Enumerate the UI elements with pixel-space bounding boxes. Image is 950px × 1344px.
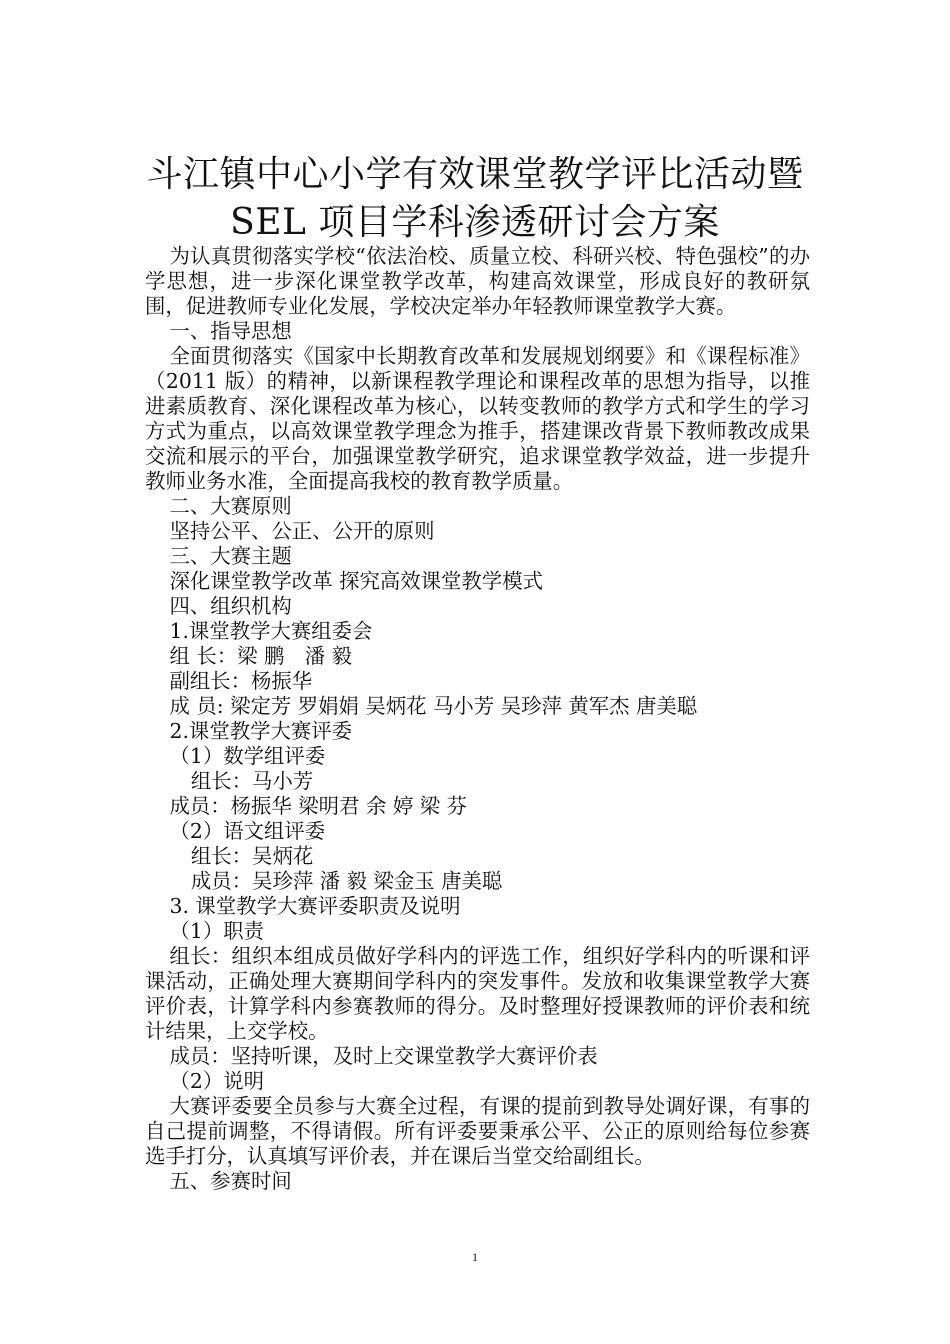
body-paragraph: （2）语文组评委	[169, 819, 326, 843]
body-paragraph: 三、大赛主题	[169, 544, 292, 568]
body-paragraph: 坚持公平、公正、公开的原则	[169, 519, 435, 543]
body-paragraph: 为认真贯彻落实学校“依法治校、质量立校、科研兴校、特色强校”的办学思想，进一步深化课堂教学改革，构建高效课堂，形成良好的教研氛围，促进教师专业化发展，学校决定举办年轻教师课堂教学大赛。	[145, 244, 810, 318]
body-paragraph: 成员：吴珍萍 潘 毅 梁金玉 唐美聪	[190, 869, 503, 893]
body-paragraph: 成 员: 梁定芳 罗娟娟 吴炳花 马小芳 吴珍萍 黄军杰 唐美聪	[169, 694, 698, 718]
body-paragraph: 二、大赛原则	[169, 494, 292, 518]
body-paragraph: 组长：马小芳	[190, 769, 314, 793]
body-paragraph: 成员：杨振华 梁明君 余 婷 梁 芬	[169, 794, 467, 818]
body-paragraph: 组长：组织本组成员做好学科内的评选工作，组织好学科内的听课和评课活动，正确处理大赛期间学科内的突发事件。发放和收集课堂教学大赛评价表，计算学科内参赛教师的得分。及时整理好授课教师的评价表和统计结果，上交学校。	[145, 944, 810, 1043]
body-paragraph: 3. 课堂教学大赛评委职责及说明	[169, 894, 461, 918]
document-title-line-1: 斗江镇中心小学有效课堂教学评比活动暨	[146, 154, 804, 195]
body-paragraph: （2）说明	[169, 1069, 265, 1093]
body-paragraph: （1）职责	[169, 919, 265, 943]
body-paragraph: （1）数学组评委	[169, 744, 326, 768]
body-paragraph: 全面贯彻落实《国家中长期教育改革和发展规划纲要》和《课程标准》（2011 版）的精神，以新课程教学理论和课程改革的思想为指导，以推进素质教育、深化课程改革为核心，以转变教师的教学方式和学生的学习方式为重点，以高效课堂教学理念为推手，搭建课改背景下教师教改成果交流和展示的平台，加强课堂教学研究，追求课堂教学效益，进一步提升教师业务水准，全面提高我校的教育教学质量。	[145, 344, 810, 493]
body-paragraph: 五、参赛时间	[169, 1169, 292, 1193]
body-paragraph: 深化课堂教学改革 探究高效课堂教学模式	[169, 569, 543, 593]
page-number: 1	[472, 1250, 478, 1264]
document-title-line-2: SEL 项目学科渗透研讨会方案	[230, 202, 720, 243]
body-paragraph: 一、指导思想	[169, 319, 292, 343]
body-paragraph: 2.课堂教学大赛评委	[169, 719, 353, 743]
document-body	[145, 244, 810, 1194]
body-paragraph: 1.课堂教学大赛组委会	[169, 619, 373, 643]
body-paragraph: 组长：吴炳花	[190, 844, 314, 868]
body-paragraph: 组 长：梁 鹏 潘 毅	[169, 644, 353, 668]
body-paragraph: 副组长：杨振华	[169, 669, 313, 693]
body-paragraph: 成员：坚持听课，及时上交课堂教学大赛评价表	[169, 1044, 598, 1068]
body-paragraph: 四、组织机构	[169, 594, 292, 618]
body-paragraph: 大赛评委要全员参与大赛全过程，有课的提前到教导处调好课，有事的自己提前调整，不得请假。所有评委要秉承公平、公正的原则给每位参赛选手打分，认真填写评价表，并在课后当堂交给副组长。	[145, 1094, 810, 1168]
